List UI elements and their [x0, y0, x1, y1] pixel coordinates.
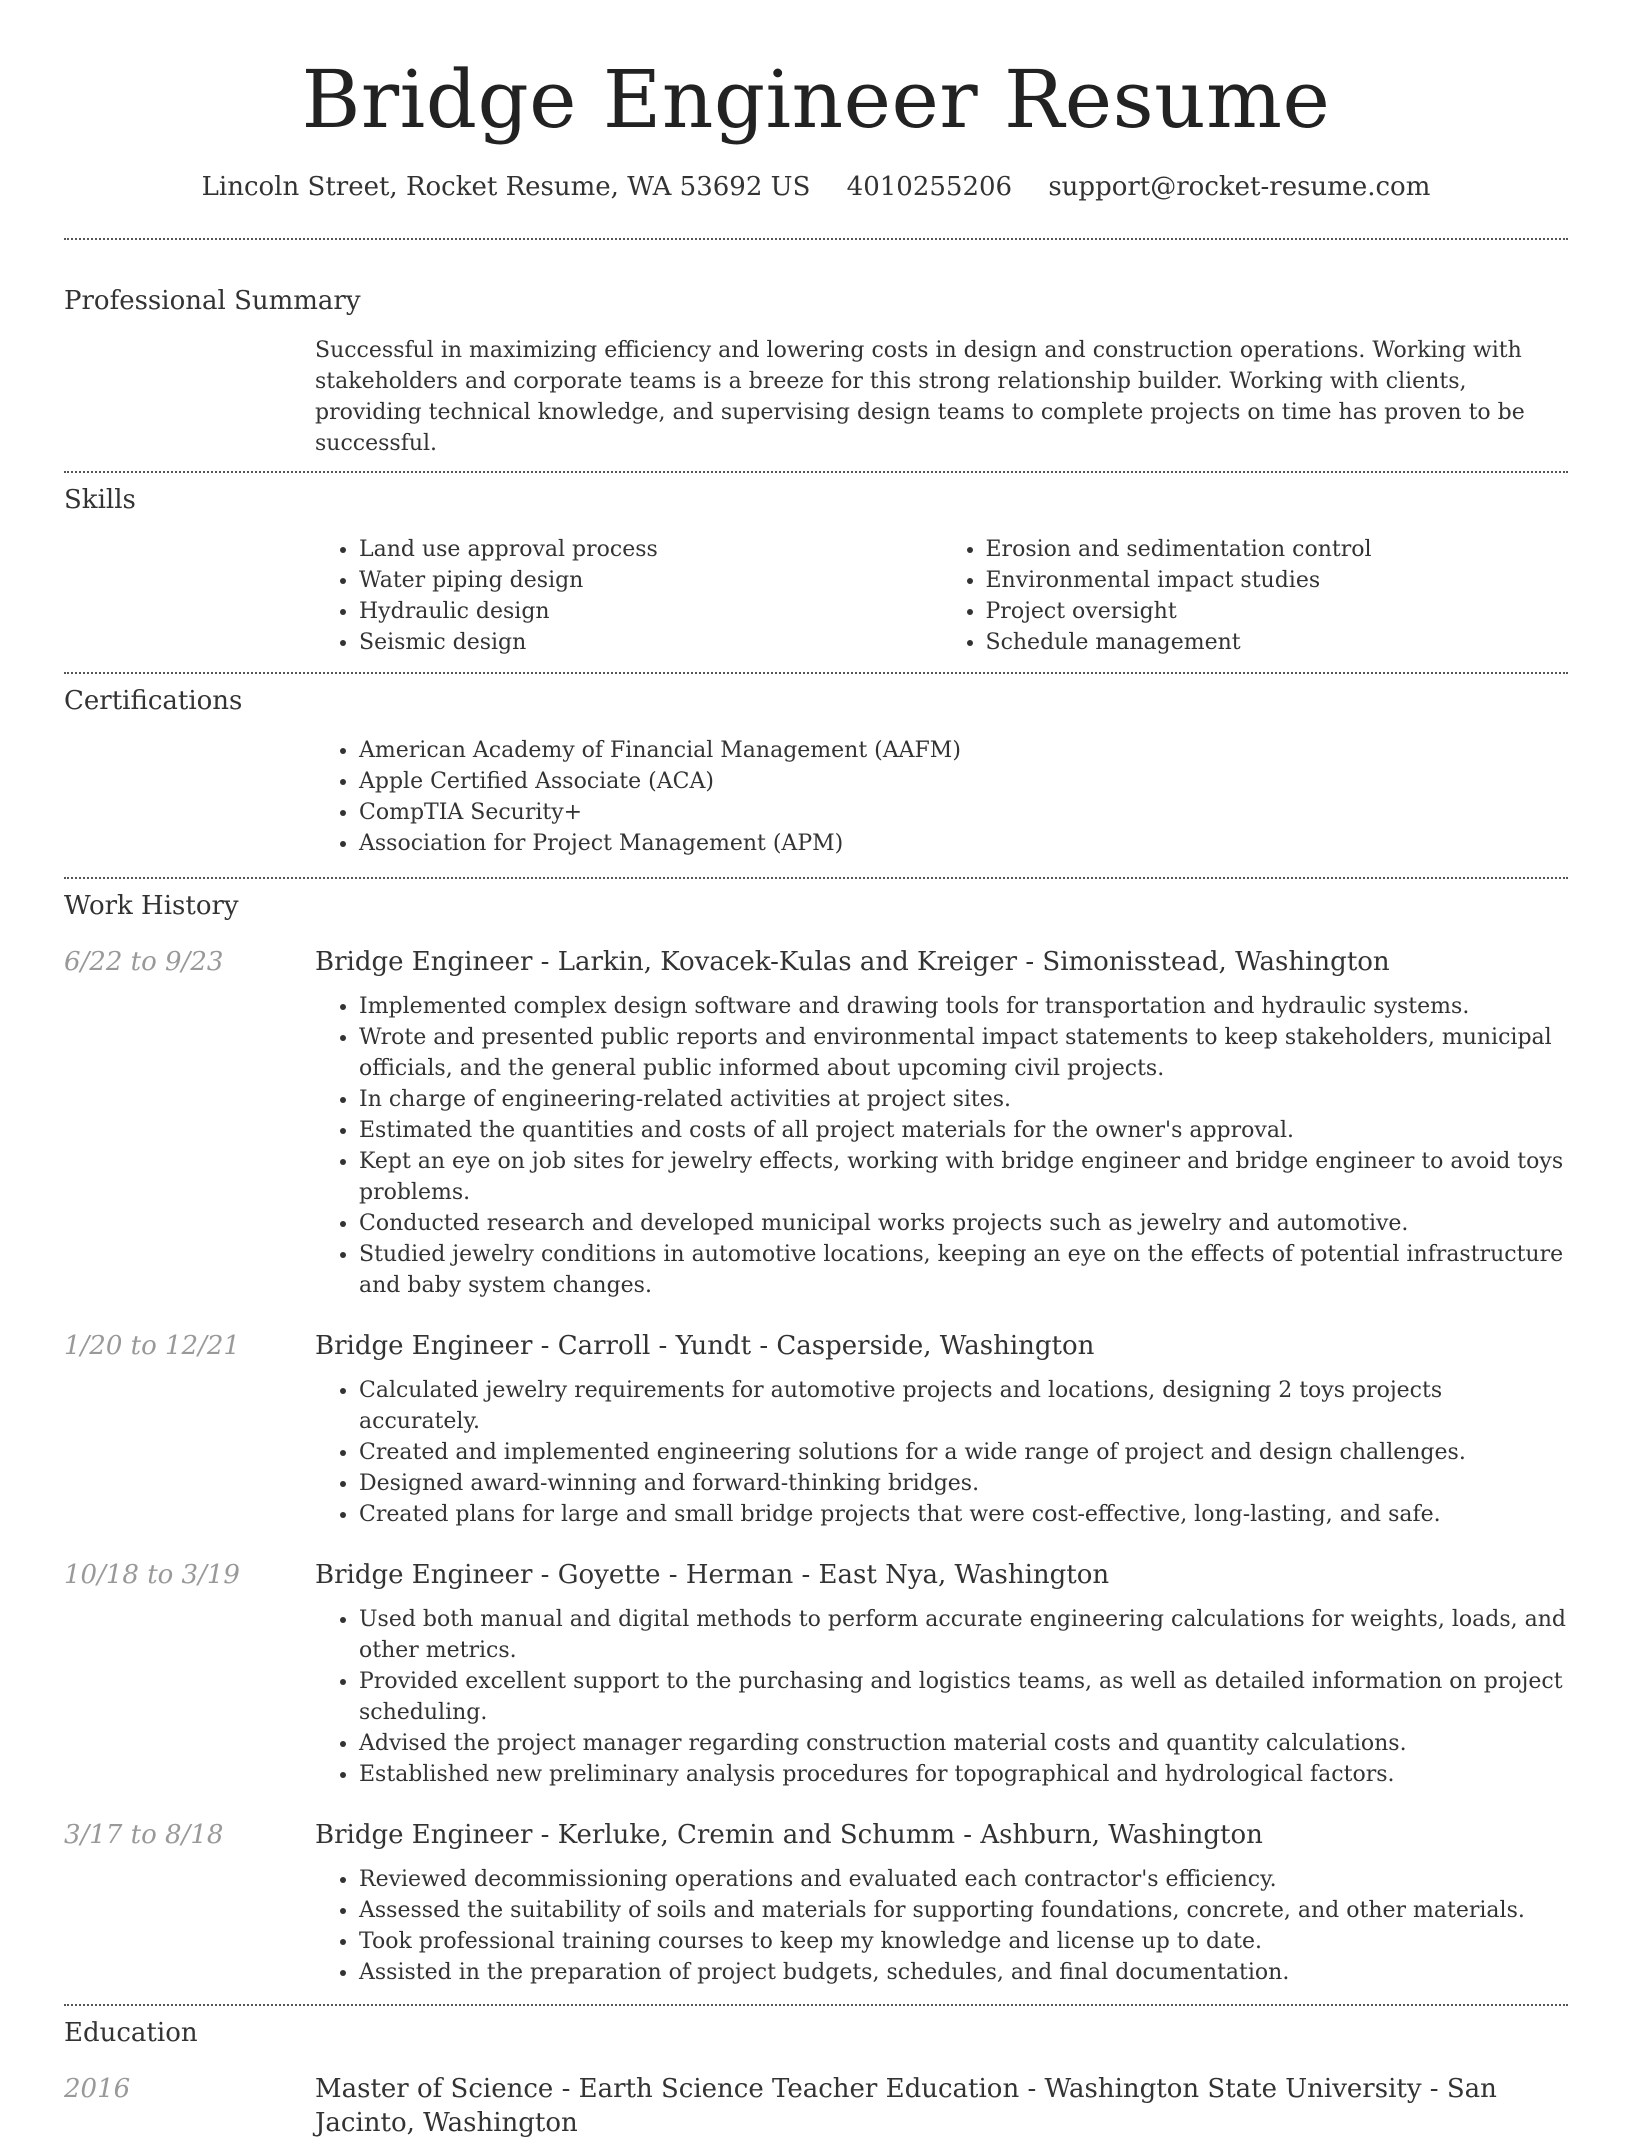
job-bullet: • Assisted in the preparation of project budgets, schedules, and final documentation. — [359, 1957, 1568, 1988]
job-bullet: • Studied jewelry conditions in automotive locations, keeping an eye on the effects of potential infrastructure and baby system changes. — [359, 1239, 1568, 1301]
job-bullet: • Calculated jewelry requirements for automotive projects and locations, designing 2 toys projects accurately. — [359, 1375, 1568, 1437]
section-title-certifications: Certifications — [64, 686, 243, 716]
skills-list-right — [942, 534, 1569, 658]
certification-item: • CompTIA Security+ — [359, 797, 1568, 828]
job-bullet: • Took professional training courses to keep my knowledge and license up to date. — [359, 1926, 1568, 1957]
certification-item: • Association for Project Management (APM) — [359, 828, 1568, 859]
section-title-skills: Skills — [64, 485, 136, 515]
job-entry — [64, 1329, 1568, 1530]
job-title: Bridge Engineer - Kerluke, Cremin and Schumm - Ashburn, Washington — [315, 1820, 1263, 1850]
skill-item: • Seismic design — [359, 627, 942, 658]
contact-line — [64, 170, 1568, 204]
job-bullet: • Created and implemented engineering solutions for a wide range of project and design challenges. — [359, 1437, 1568, 1468]
section-title-summary: Professional Summary — [64, 286, 361, 316]
job-dates: 3/17 to 8/18 — [64, 1820, 224, 1850]
job-dates: 6/22 to 9/23 — [64, 947, 224, 977]
job-bullets — [315, 1604, 1568, 1790]
job-bullet: • Wrote and presented public reports and environmental impact statements to keep stakeholders, municipal officials, and the general public informed about upcoming civil projects. — [359, 1022, 1568, 1084]
job-entry — [64, 945, 1568, 1301]
summary-section — [64, 240, 1568, 459]
job-title: Bridge Engineer - Carroll - Yundt - Casperside, Washington — [315, 1331, 1095, 1361]
job-bullet: • Created plans for large and small bridge projects that were cost-effective, long-lasting, and safe. — [359, 1499, 1568, 1530]
work-history-section — [64, 879, 1568, 1988]
section-title-work: Work History — [64, 891, 239, 921]
job-bullet: • Designed award-winning and forward-thinking bridges. — [359, 1468, 1568, 1499]
summary-text: Successful in maximizing efficiency and lowering costs in design and construction operations. Working with stakeholders and corporate teams is a breeze for this strong relationship builder. Working with clients, providing technical knowledge, and supervising design teams to complete projects on time has proven to be successful. — [315, 338, 1525, 456]
skill-item: • Hydraulic design — [359, 596, 942, 627]
job-bullet: • In charge of engineering-related activities at project sites. — [359, 1084, 1568, 1115]
job-bullet: • Used both manual and digital methods to perform accurate engineering calculations for weights, loads, and other metrics. — [359, 1604, 1568, 1666]
job-bullet: • Reviewed decommissioning operations and evaluated each contractor's efficiency. — [359, 1864, 1568, 1895]
job-bullets — [315, 991, 1568, 1301]
job-bullet: • Estimated the quantities and costs of all project materials for the owner's approval. — [359, 1115, 1568, 1146]
education-section — [64, 2006, 1568, 2140]
certification-item: • American Academy of Financial Management (AAFM) — [359, 735, 1568, 766]
skill-item: • Land use approval process — [359, 534, 942, 565]
education-year: 2016 — [64, 2074, 131, 2104]
skill-item: • Schedule management — [986, 627, 1569, 658]
job-dates: 10/18 to 3/19 — [64, 1560, 240, 1590]
section-title-education: Education — [64, 2018, 198, 2048]
job-bullet: • Established new preliminary analysis procedures for topographical and hydrological factors. — [359, 1759, 1568, 1790]
job-title: Bridge Engineer - Goyette - Herman - East Nya, Washington — [315, 1560, 1110, 1590]
job-bullet: • Assessed the suitability of soils and materials for supporting foundations, concrete, and other materials. — [359, 1895, 1568, 1926]
job-bullet: • Provided excellent support to the purchasing and logistics teams, as well as detailed information on project scheduling. — [359, 1666, 1568, 1728]
job-title: Bridge Engineer - Larkin, Kovacek-Kulas and Kreiger - Simonisstead, Washington — [315, 947, 1390, 977]
resume-page — [64, 0, 1568, 2140]
certifications-section — [64, 674, 1568, 859]
skill-item: • Project oversight — [986, 596, 1569, 627]
contact-phone: 4010255206 — [846, 172, 1013, 202]
certifications-list — [315, 735, 1568, 859]
certification-item: • Apple Certified Associate (ACA) — [359, 766, 1568, 797]
job-entry — [64, 1818, 1568, 1988]
contact-address: Lincoln Street, Rocket Resume, WA 53692 US — [201, 172, 811, 202]
job-bullet: • Kept an eye on job sites for jewelry effects, working with bridge engineer and bridge engineer to avoid toys problems. — [359, 1146, 1568, 1208]
job-bullet: • Implemented complex design software and drawing tools for transportation and hydraulic systems. — [359, 991, 1568, 1022]
resume-title: Bridge Engineer Resume — [301, 53, 1331, 146]
job-bullets — [315, 1864, 1568, 1988]
skill-item: • Water piping design — [359, 565, 942, 596]
education-degree: Master of Science - Earth Science Teacher Education - Washington State University - San Jacinto, Washington — [315, 2074, 1497, 2138]
job-bullets — [315, 1375, 1568, 1530]
skill-item: • Environmental impact studies — [986, 565, 1569, 596]
job-bullet: • Conducted research and developed municipal works projects such as jewelry and automotive. — [359, 1208, 1568, 1239]
contact-email[interactable]: support@rocket-resume.com — [1048, 172, 1431, 202]
job-bullet: • Advised the project manager regarding construction material costs and quantity calculations. — [359, 1728, 1568, 1759]
skills-section — [64, 473, 1568, 658]
skills-list-left — [315, 534, 942, 658]
skill-item: • Erosion and sedimentation control — [986, 534, 1569, 565]
job-entry — [64, 1558, 1568, 1790]
job-dates: 1/20 to 12/21 — [64, 1331, 240, 1361]
